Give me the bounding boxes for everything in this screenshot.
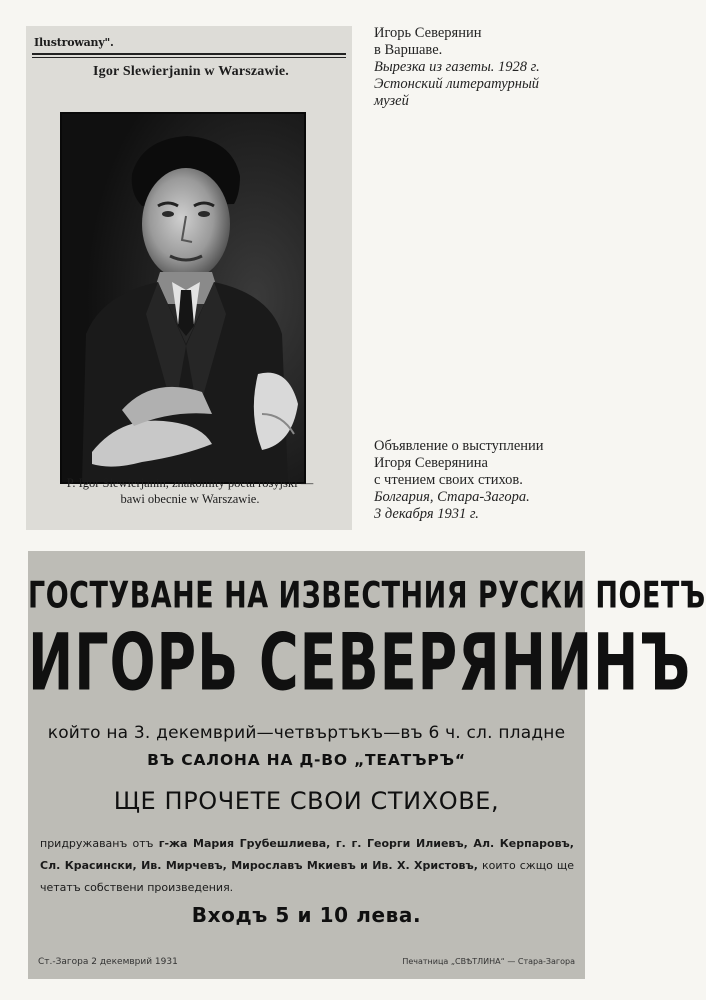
portrait-photo [60,112,306,484]
poster-footer-printer: Печатница „СВѢТЛИНА“ — Стара-Загора [402,957,575,966]
event-poster [28,551,706,979]
caption-place: Болгария, Стара-Загора. [374,489,530,505]
performers-names: г-жа Мария Грубешлиева, г. г. Георги Илиевъ, Ал. Керпаровъ, Сл. Красински, Ив. Мирчевъ, Мирославъ Мкиевъ и Ив. Х. Христовъ, [40,837,574,872]
caption-source: Вырезка из газеты. 1928 г. [374,59,540,75]
poster-performers [40,833,574,899]
clipping-masthead: Ilustrowany". [34,36,114,49]
portrait-image [62,114,304,482]
clipping-headline: Igor Slewierjanin w Warszawie. [92,64,290,79]
poster-heading: ГОСТУВАНЕ НА ИЗВЕСТНИЯ РУСКИ ПОЕТЪ [28,575,706,617]
poster-date-time: който на 3. декемврий—четвъртъкъ—въ 6 ч. сл. пладне [47,723,566,743]
poster-venue: ВЪ САЛОНА НА Д-ВО „ТЕАТЪРЪ“ [147,751,466,769]
performers-lead: придружаванъ отъ [40,837,154,850]
caption-title: Объявление о выступлении [374,438,544,454]
caption-archive: Эстонский литературный [374,76,540,92]
performers-tail: които сжщо ще четатъ собствени произведения. [40,859,575,894]
masthead-rule-thin [32,57,346,58]
poster-description [374,438,594,523]
poster-admission: Входъ 5 и 10 лева. [191,903,422,927]
clipping-description [374,25,594,110]
caption-title: Игорь Северянин [374,25,482,41]
caption-subtitle: в Варшаве. [374,42,443,58]
caption-date: 3 декабря 1931 г. [374,506,479,522]
caption-subtitle: Игоря Северянина [374,455,488,471]
poster-poet-name: ИГОРЬ СЕВЕРЯНИНЪ [28,617,692,709]
caption-archive-cont: музей [374,93,409,109]
masthead-rule [32,53,346,55]
poster-announcement: ЩЕ ПРОЧЕТЕ СВОИ СТИХОВЕ, [113,787,500,815]
caption-subtitle-cont: с чтением своих стихов. [374,472,523,488]
clipping-caption: P. Igor Slewierjanin, znakomity poeta rosyjski — bawi obecnie w Warszawie. [66,476,314,506]
newspaper-clipping [26,26,352,530]
poster-footer-date: Ст.-Загора 2 декемврий 1931 [38,957,178,967]
